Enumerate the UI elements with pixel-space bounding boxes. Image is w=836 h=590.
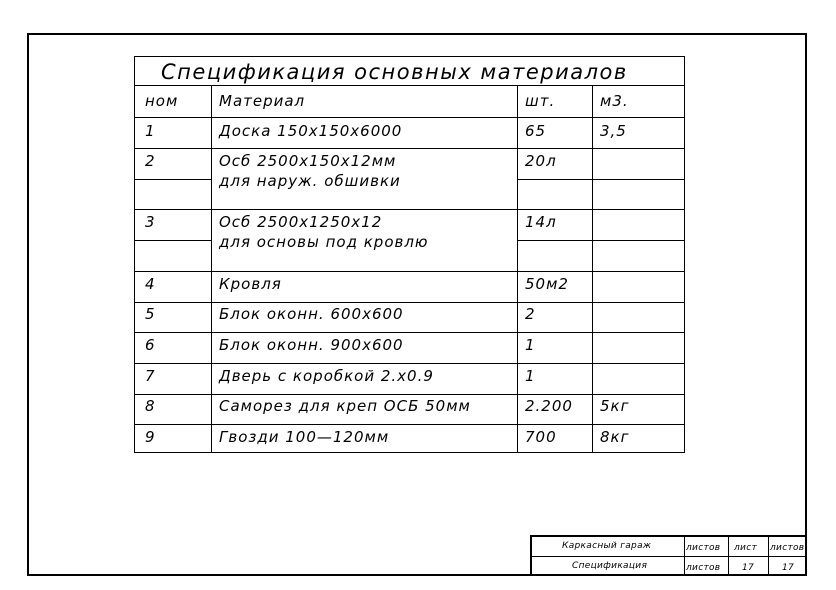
row-num: 9 xyxy=(145,428,156,446)
stamp-col3-value: 17 xyxy=(782,563,795,573)
row-num: 6 xyxy=(145,336,156,354)
row-num: 8 xyxy=(145,397,156,415)
row-divider xyxy=(135,117,684,118)
stamp-divider xyxy=(532,556,807,557)
row-num: 1 xyxy=(145,122,156,140)
row-num: 7 xyxy=(145,367,156,385)
row-divider xyxy=(517,179,684,180)
row-num: 2 xyxy=(145,152,156,170)
row-num: 4 xyxy=(145,275,156,293)
column-divider xyxy=(517,86,518,453)
row-vol: 3,5 xyxy=(600,122,627,140)
stamp-divider xyxy=(728,537,729,576)
header-vol: м3. xyxy=(600,92,629,110)
row-material: Саморез для креп ОСБ 50мм xyxy=(219,397,471,415)
stamp-col1-value: листов xyxy=(686,563,721,573)
row-num: 5 xyxy=(145,305,156,323)
row-pcs: 50м2 xyxy=(525,275,569,293)
row-divider xyxy=(135,332,684,333)
header-material: Материал xyxy=(219,92,306,110)
row-divider xyxy=(135,302,684,303)
specification-title: Спецификация основных материалов xyxy=(161,60,628,84)
specification-table xyxy=(134,56,685,453)
stamp-divider xyxy=(768,537,769,576)
row-pcs: 65 xyxy=(525,122,547,140)
row-pcs: 14л xyxy=(525,213,557,231)
row-divider xyxy=(135,363,684,364)
row-material: Осб 2500х150х12мм xyxy=(219,152,397,170)
row-pcs: 700 xyxy=(525,428,557,446)
row-pcs: 2 xyxy=(525,305,536,323)
row-divider xyxy=(135,179,211,180)
column-divider xyxy=(592,86,593,453)
row-vol: 8кг xyxy=(600,428,630,446)
row-divider xyxy=(135,240,211,241)
stamp-col3-label: листов xyxy=(770,543,805,553)
row-num: 3 xyxy=(145,213,156,231)
row-divider xyxy=(135,394,684,395)
row-pcs: 1 xyxy=(525,336,536,354)
row-material-line2: для основы под кровлю xyxy=(219,233,429,251)
row-divider xyxy=(135,209,684,210)
row-material: Дверь с коробкой 2.х0.9 xyxy=(219,367,434,385)
row-material: Блок оконн. 600х600 xyxy=(219,305,404,323)
row-divider xyxy=(135,424,684,425)
row-pcs: 2.200 xyxy=(525,397,573,415)
column-divider xyxy=(211,86,212,453)
stamp-col2-value: 17 xyxy=(742,563,755,573)
specification-title-row xyxy=(135,57,684,86)
stamp-sheet-name: Спецификация xyxy=(572,561,648,571)
row-divider xyxy=(135,148,684,149)
title-block xyxy=(530,535,807,576)
row-pcs: 1 xyxy=(525,367,536,385)
stamp-col2-label: лист xyxy=(734,543,757,553)
row-divider xyxy=(517,240,684,241)
stamp-project-name: Каркасный гараж xyxy=(562,541,652,551)
row-material: Осб 2500х1250х12 xyxy=(219,213,383,231)
row-divider xyxy=(135,271,684,272)
row-material-line2: для наруж. обшивки xyxy=(219,172,401,190)
header-num: ном xyxy=(145,92,179,110)
row-vol: 5кг xyxy=(600,397,630,415)
row-material: Гвозди 100—120мм xyxy=(219,428,390,446)
header-pcs: шт. xyxy=(525,92,556,110)
stamp-divider xyxy=(684,537,685,576)
row-material: Доска 150х150х6000 xyxy=(219,122,403,140)
row-material: Кровля xyxy=(219,275,282,293)
row-material: Блок оконн. 900х600 xyxy=(219,336,404,354)
stamp-col1-label: листов xyxy=(686,543,721,553)
row-pcs: 20л xyxy=(525,152,557,170)
